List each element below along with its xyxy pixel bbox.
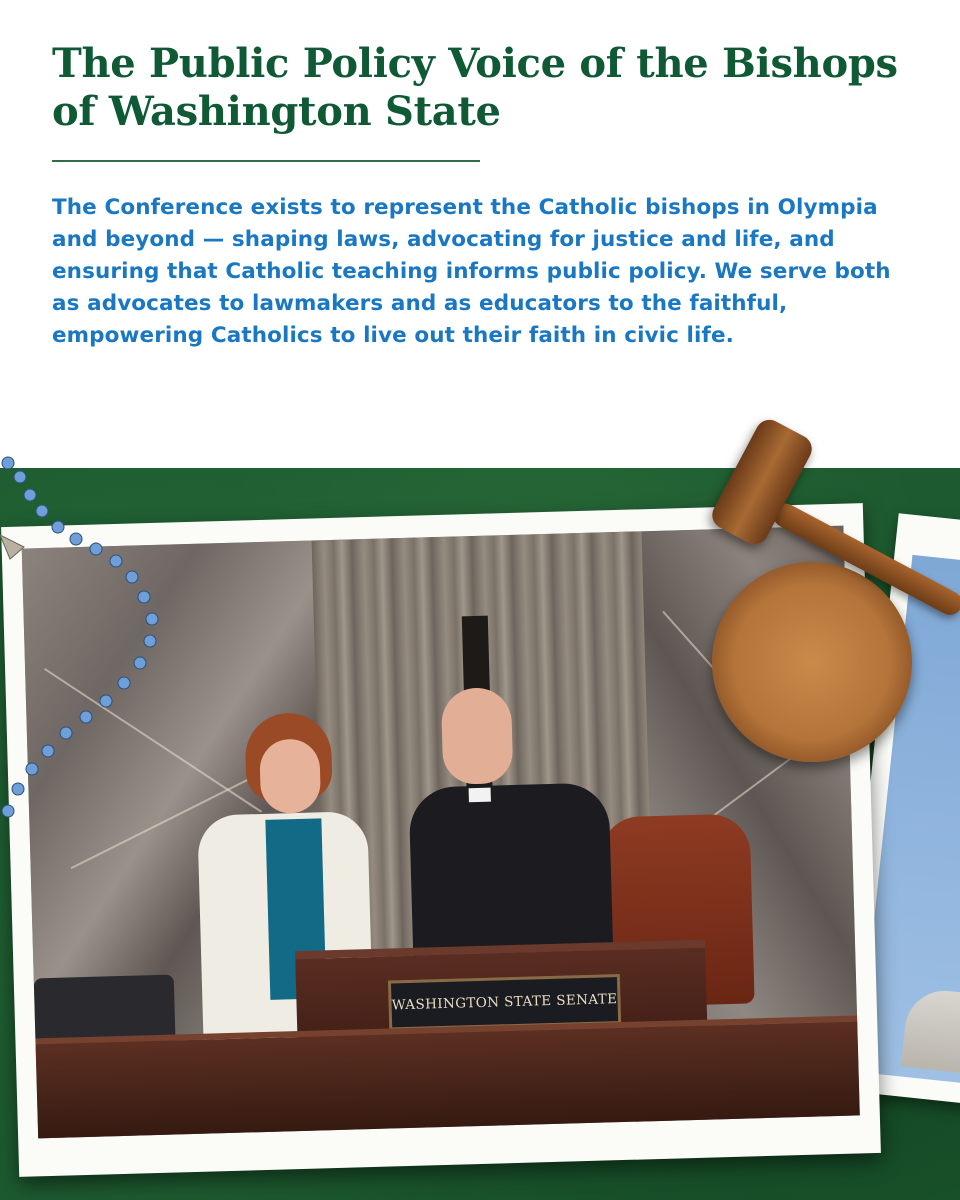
nameplate-text: WASHINGTON STATE SENATE	[391, 991, 618, 1014]
rosary-icon	[0, 455, 180, 835]
page-title: The Public Policy Voice of the Bishops of Washington State	[52, 40, 898, 135]
clerical-collar	[469, 788, 491, 803]
bishop-face	[441, 687, 514, 785]
woman-face	[259, 738, 321, 814]
header	[52, 40, 912, 136]
mission-statement: The Conference exists to represent the Catholic bishops in Olympia and beyond — shaping laws, advocating for justice and life, and ensuring that Catholic teaching informs public policy. We serve both as advocates to lawmakers and as educators to the faithful, empowering Catholics to live out their faith in civic life.	[52, 195, 891, 348]
title-divider	[52, 160, 480, 162]
gavel-sound-block	[712, 562, 912, 762]
